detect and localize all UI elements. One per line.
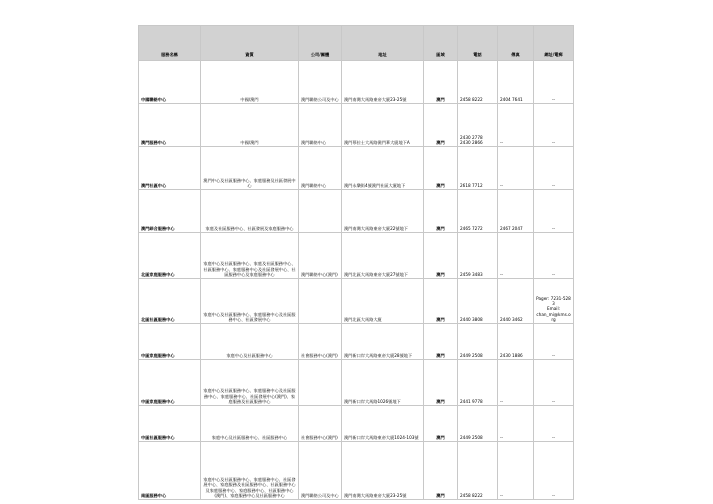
row-address: 澳門北區大馬路大廈 <box>342 279 424 324</box>
row-web: -- <box>534 104 574 147</box>
row-fax: -- <box>498 233 534 279</box>
row-service: 家庭中心及社區服務中心、社區服務中心 <box>201 406 299 442</box>
row-address: 澳門新口岸大馬路1026號地下 <box>342 360 424 406</box>
row-fax: 2430 1886 <box>498 324 534 360</box>
row-tel: 2458 8222 <box>458 61 498 104</box>
row-name: 中區家庭服務中心 <box>139 324 201 360</box>
row-fax: 2404 7641 <box>498 61 534 104</box>
row-service: 家庭中心及社區服務中心、家庭服務中心及社區服務中心、家庭服務中心、社區發展中心(澳門)、家庭服務及社區服務中心 <box>201 360 299 406</box>
header-owner: 公司/團體 <box>299 26 342 61</box>
row-name: 中國聯絡中心 <box>139 61 201 104</box>
row-web: -- <box>534 406 574 442</box>
row-area: 澳門 <box>424 147 458 190</box>
header-fax: 傳真 <box>498 26 534 61</box>
row-address: 澳門南灣大馬路東帝大廈22號地下 <box>342 190 424 233</box>
row-address: 澳門北區大馬路東帝大廈27號地下 <box>342 233 424 279</box>
row-web: -- <box>534 233 574 279</box>
row-area: 澳門 <box>424 61 458 104</box>
row-fax: -- <box>498 147 534 190</box>
header-tel: 電話 <box>458 26 498 61</box>
row-owner <box>299 190 342 233</box>
table-row <box>139 442 574 500</box>
header-area: 區域 <box>424 26 458 61</box>
header-name: 服務名稱 <box>139 26 201 61</box>
row-name: 澳門服務中心 <box>139 104 201 147</box>
row-service: 家庭中心及社區服務中心、家庭服務中心、社區發展中心、家庭服務及社區服務中心、社區服務中心及家庭服務中心、家庭服務中心、社區服務中心(澳門)、家庭服務中心及社區服務中心 <box>201 442 299 500</box>
row-web: -- <box>534 442 574 500</box>
row-name: 澳門社區中心 <box>139 147 201 190</box>
row-tel: 2618 7712 <box>458 147 498 190</box>
table-row <box>139 61 574 104</box>
table-header-row <box>139 26 574 61</box>
row-owner: 社會服務中心(澳門) <box>299 324 342 360</box>
row-area: 澳門 <box>424 104 458 147</box>
header-service: 資質 <box>201 26 299 61</box>
row-address: 澳門新口岸大馬路東帝大廈28號地下 <box>342 324 424 360</box>
table-row <box>139 324 574 360</box>
table-row <box>139 279 574 324</box>
row-owner: 澳門聯絡中心(澳門) <box>299 233 342 279</box>
row-web: -- <box>534 190 574 233</box>
row-owner: 澳門聯絡中心 <box>299 147 342 190</box>
row-name: 南區服務中心 <box>139 442 201 500</box>
directory-page <box>138 25 573 504</box>
row-name: 北區社區服務中心 <box>139 279 201 324</box>
row-address: 澳門新口岸大馬路東帝大廈1024-103號 <box>342 406 424 442</box>
row-owner <box>299 360 342 406</box>
row-web: -- <box>534 324 574 360</box>
row-tel: 2449 2508 <box>458 324 498 360</box>
row-tel: 2465 7272 <box>458 190 498 233</box>
row-tel: 2441 9778 <box>458 360 498 406</box>
row-fax: 2467 2047 <box>498 190 534 233</box>
row-web: -- <box>534 61 574 104</box>
row-owner: 澳門聯絡公司及中心 <box>299 61 342 104</box>
row-area: 澳門 <box>424 279 458 324</box>
row-service: 中國/澳門 <box>201 104 299 147</box>
row-service: 家庭及社區服務中心、社區發展及家庭服務中心 <box>201 190 299 233</box>
row-address: 澳門南灣大馬路東帝大廈23-25號 <box>342 61 424 104</box>
table-row <box>139 190 574 233</box>
row-tel: 2458 8222 <box>458 442 498 500</box>
table-row <box>139 233 574 279</box>
row-area: 澳門 <box>424 406 458 442</box>
row-name: 北區家庭服務中心 <box>139 233 201 279</box>
row-area: 澳門 <box>424 442 458 500</box>
row-fax: -- <box>498 442 534 500</box>
row-web: -- <box>534 147 574 190</box>
row-service: 澳門中心及社區服務中心、家庭服務及社區發展中心 <box>201 147 299 190</box>
row-owner <box>299 279 342 324</box>
row-service: 家庭中心及社區服務中心 <box>201 324 299 360</box>
row-area: 澳門 <box>424 324 458 360</box>
row-tel: 2459 3483 <box>458 233 498 279</box>
row-fax: -- <box>498 104 534 147</box>
row-tel: 2430 2778 2430 2866 <box>458 104 498 147</box>
row-area: 澳門 <box>424 190 458 233</box>
row-name: 澳門綜合服務中心 <box>139 190 201 233</box>
row-area: 澳門 <box>424 233 458 279</box>
row-owner: 社會服務中心(澳門) <box>299 406 342 442</box>
row-address: 澳門南灣大馬路東帝大廈23-25號 <box>342 442 424 500</box>
header-address: 地址 <box>342 26 424 61</box>
row-address: 澳門慕拉士大馬路澳門華大廈地下A <box>342 104 424 147</box>
row-fax: -- <box>498 406 534 442</box>
row-fax: -- <box>498 360 534 406</box>
row-owner: 澳門聯絡中心 <box>299 104 342 147</box>
row-name: 中區家庭服務中心 <box>139 360 201 406</box>
row-fax: 2440 3462 <box>498 279 534 324</box>
row-service: 家庭中心及社區服務中心、家庭及社區服務中心、社區服務中心、家庭服務中心及社區發展中心、社區服務中心及家庭服務中心 <box>201 233 299 279</box>
row-area: 澳門 <box>424 360 458 406</box>
row-name: 中區社區服務中心 <box>139 406 201 442</box>
row-web: -- <box>534 360 574 406</box>
table-row <box>139 360 574 406</box>
row-tel: 2440 3808 <box>458 279 498 324</box>
row-owner: 澳門聯絡公司及中心 <box>299 442 342 500</box>
row-tel: 2449 2508 <box>458 406 498 442</box>
table-row <box>139 147 574 190</box>
row-web: Pager: 7231-5283 Email: chan_mi@kms.org <box>534 279 574 324</box>
row-service: 中國/澳門 <box>201 61 299 104</box>
header-web: 網址/電郵 <box>534 26 574 61</box>
row-service: 家庭中心及社區服務中心、家庭服務中心及社區服務中心、社區發展中心 <box>201 279 299 324</box>
service-directory-table <box>138 25 574 500</box>
table-row <box>139 406 574 442</box>
row-address: 澳門永樂街4號澳門社區大廈地下 <box>342 147 424 190</box>
table-row <box>139 104 574 147</box>
